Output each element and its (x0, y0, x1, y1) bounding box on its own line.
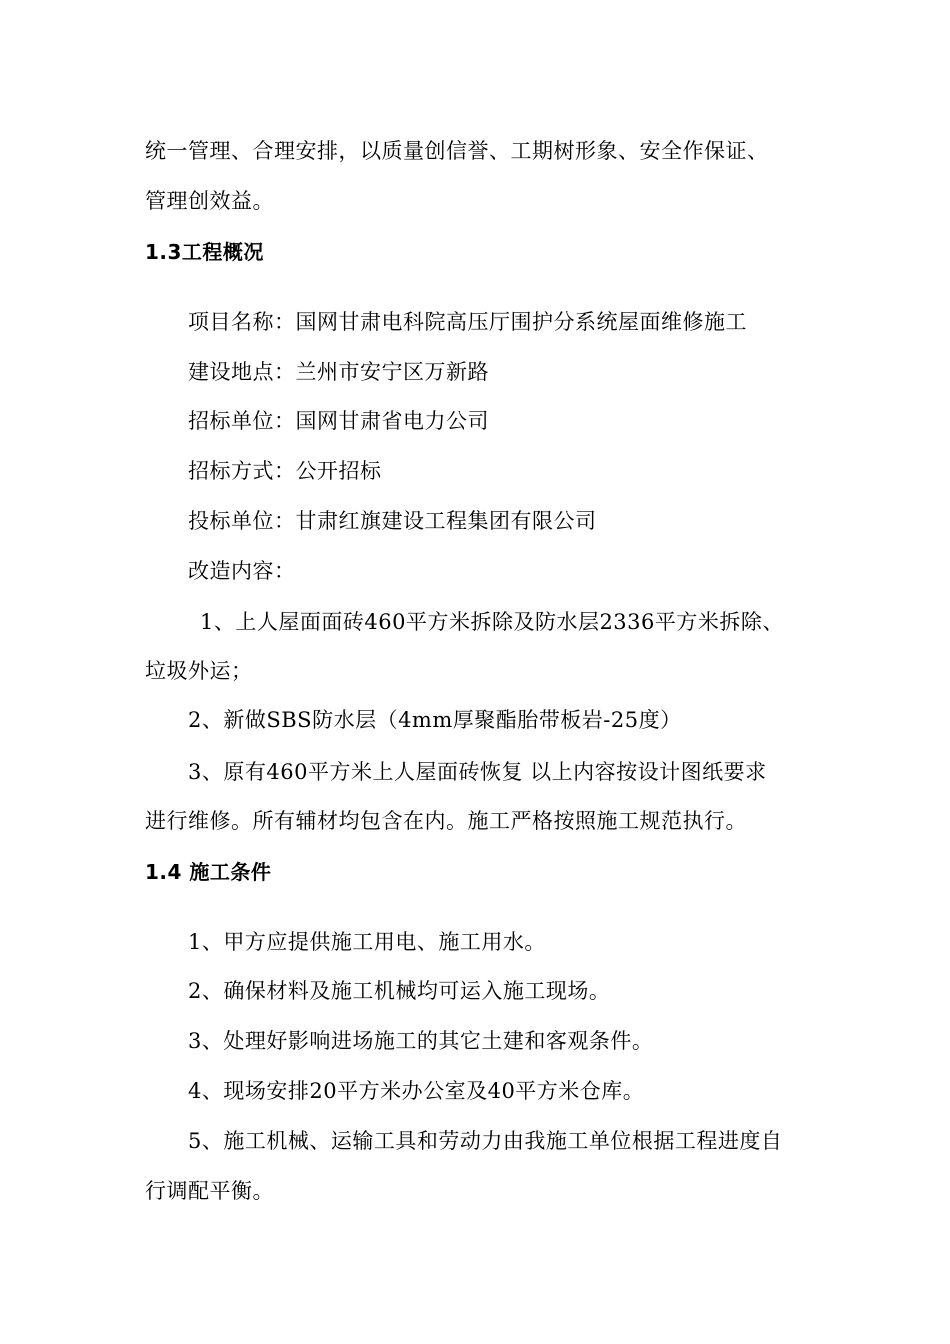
renovation-item-1-line-1: 1、上人屋面面砖460平方米拆除及防水层2336平方米拆除、 (200, 610, 784, 634)
section-1-4-heading: 1.4 施工条件 (145, 860, 272, 884)
renovation-item-2: 2、新做SBS防水层（4mm厚聚酯胎带板岩-25度） (188, 708, 682, 732)
renovation-item-1-line-2: 垃圾外运； (145, 659, 253, 683)
intro-line-2: 管理创效益。 (145, 189, 274, 213)
tender-method: 招标方式：公开招标 (188, 459, 382, 483)
renovation-item-3-line-1: 3、原有460平方米上人屋面砖恢复 以上内容按设计图纸要求 (188, 760, 767, 784)
construction-location: 建设地点：兰州市安宁区万新路 (188, 360, 489, 384)
condition-item-5-line-1: 5、施工机械、运输工具和劳动力由我施工单位根据工程进度自 (188, 1129, 783, 1153)
condition-item-2: 2、确保材料及施工机械均可运入施工现场。 (188, 979, 611, 1003)
condition-item-5-line-2: 行调配平衡。 (145, 1179, 274, 1203)
section-1-3-heading: 1.3工程概况 (145, 240, 264, 264)
renovation-content-label: 改造内容： (188, 559, 296, 583)
condition-item-3: 3、处理好影响进场施工的其它土建和客观条件。 (188, 1029, 654, 1053)
intro-line-1: 统一管理、合理安排，以质量创信誉、工期树形象、安全作保证、 (145, 139, 769, 163)
bidding-unit: 投标单位：甘肃红旗建设工程集团有限公司 (188, 509, 597, 533)
condition-item-4: 4、现场安排20平方米办公室及40平方米仓库。 (188, 1079, 645, 1103)
project-name: 项目名称：国网甘肃电科院高压厅围护分系统屋面维修施工 (188, 310, 747, 334)
tendering-unit: 招标单位：国网甘肃省电力公司 (188, 409, 489, 433)
condition-item-1: 1、甲方应提供施工用电、施工用水。 (188, 930, 546, 954)
renovation-item-3-line-2: 进行维修。所有辅材均包含在内。施工严格按照施工规范执行。 (145, 809, 747, 833)
